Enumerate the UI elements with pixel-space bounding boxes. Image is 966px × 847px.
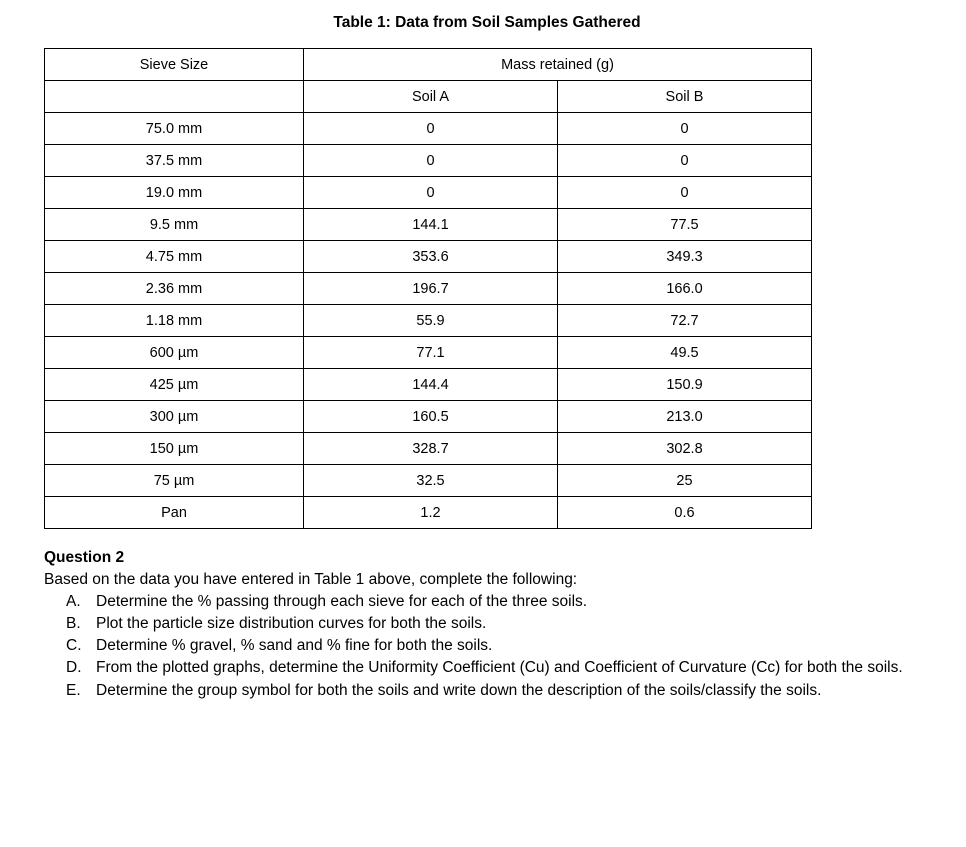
list-item: [66, 591, 934, 613]
cell-soil-a: 144.4: [304, 369, 558, 401]
cell-soil-b: 0: [558, 113, 812, 145]
cell-soil-b: 349.3: [558, 241, 812, 273]
cell-soil-a: 55.9: [304, 305, 558, 337]
cell-soil-b: 0: [558, 145, 812, 177]
list-item-marker: E.: [66, 681, 81, 699]
cell-sieve: 75 µm: [45, 465, 304, 497]
cell-soil-a: 0: [304, 177, 558, 209]
list-item-marker: C.: [66, 637, 82, 655]
cell-sieve: 600 µm: [45, 337, 304, 369]
list-item-text: Determine the group symbol for both the soils and write down the description of the soils/classify the soils.: [96, 681, 822, 699]
table-row: [45, 433, 812, 465]
question-section: [44, 549, 934, 702]
table-row: [45, 241, 812, 273]
cell-sieve: 2.36 mm: [45, 273, 304, 305]
cell-sieve: 37.5 mm: [45, 145, 304, 177]
soil-data-table: [44, 48, 812, 529]
list-item: [66, 613, 934, 635]
document-page: [0, 14, 966, 847]
table-row: [45, 305, 812, 337]
cell-soil-a: 1.2: [304, 497, 558, 529]
cell-soil-a: 196.7: [304, 273, 558, 305]
list-item-text: From the plotted graphs, determine the Uniformity Coefficient (Cu) and Coefficient of Curvature (Cc) for both the soils.: [96, 659, 903, 677]
cell-soil-a: 77.1: [304, 337, 558, 369]
list-item-marker: D.: [66, 659, 82, 677]
table-row: [45, 209, 812, 241]
cell-soil-b: 302.8: [558, 433, 812, 465]
question-heading: Question 2: [44, 549, 125, 566]
cell-soil-a: 328.7: [304, 433, 558, 465]
list-item-marker: B.: [66, 615, 81, 633]
list-item: [66, 680, 934, 702]
cell-sieve: 19.0 mm: [45, 177, 304, 209]
table-body: [45, 49, 812, 529]
cell-soil-b: 25: [558, 465, 812, 497]
list-item-text: Determine the % passing through each sieve for each of the three soils.: [96, 593, 588, 610]
cell-soil-a: 353.6: [304, 241, 558, 273]
cell-soil-a: 32.5: [304, 465, 558, 497]
cell-sieve: 425 µm: [45, 369, 304, 401]
cell-sieve: 9.5 mm: [45, 209, 304, 241]
table-row: [45, 337, 812, 369]
cell-soil-b: 213.0: [558, 401, 812, 433]
list-item: [66, 635, 934, 657]
table-row: [45, 273, 812, 305]
header-soil-b: Soil B: [558, 81, 812, 113]
cell-soil-a: 0: [304, 113, 558, 145]
cell-sieve: 4.75 mm: [45, 241, 304, 273]
cell-sieve: 150 µm: [45, 433, 304, 465]
list-item: [66, 657, 934, 679]
cell-sieve: 300 µm: [45, 401, 304, 433]
table-header-row-2: [45, 81, 812, 113]
cell-soil-a: 0: [304, 145, 558, 177]
table-row: [45, 145, 812, 177]
table-row: [45, 465, 812, 497]
cell-soil-b: 49.5: [558, 337, 812, 369]
page-title: Table 1: Data from Soil Samples Gathered: [333, 14, 641, 31]
cell-sieve: Pan: [45, 497, 304, 529]
cell-sieve: 1.18 mm: [45, 305, 304, 337]
table-row: [45, 113, 812, 145]
cell-soil-b: 150.9: [558, 369, 812, 401]
table-row: [45, 401, 812, 433]
list-item-marker: A.: [66, 593, 81, 610]
header-mass-retained: Mass retained (g): [304, 49, 812, 81]
list-item-text: Determine % gravel, % sand and % fine for both the soils.: [96, 637, 493, 655]
cell-soil-b: 0.6: [558, 497, 812, 529]
header-blank: [45, 81, 304, 113]
cell-soil-b: 72.7: [558, 305, 812, 337]
cell-sieve: 75.0 mm: [45, 113, 304, 145]
cell-soil-a: 160.5: [304, 401, 558, 433]
header-soil-a: Soil A: [304, 81, 558, 113]
cell-soil-b: 0: [558, 177, 812, 209]
cell-soil-a: 144.1: [304, 209, 558, 241]
table-row: [45, 497, 812, 529]
table-row: [45, 177, 812, 209]
cell-soil-b: 166.0: [558, 273, 812, 305]
table-header-row-1: [45, 49, 812, 81]
question-list: [44, 591, 934, 702]
cell-soil-b: 77.5: [558, 209, 812, 241]
list-item-text: Plot the particle size distribution curves for both the soils.: [96, 615, 487, 633]
header-sieve-size: Sieve Size: [45, 49, 304, 81]
question-intro: Based on the data you have entered in Table 1 above, complete the following:: [44, 571, 578, 588]
table-row: [45, 369, 812, 401]
